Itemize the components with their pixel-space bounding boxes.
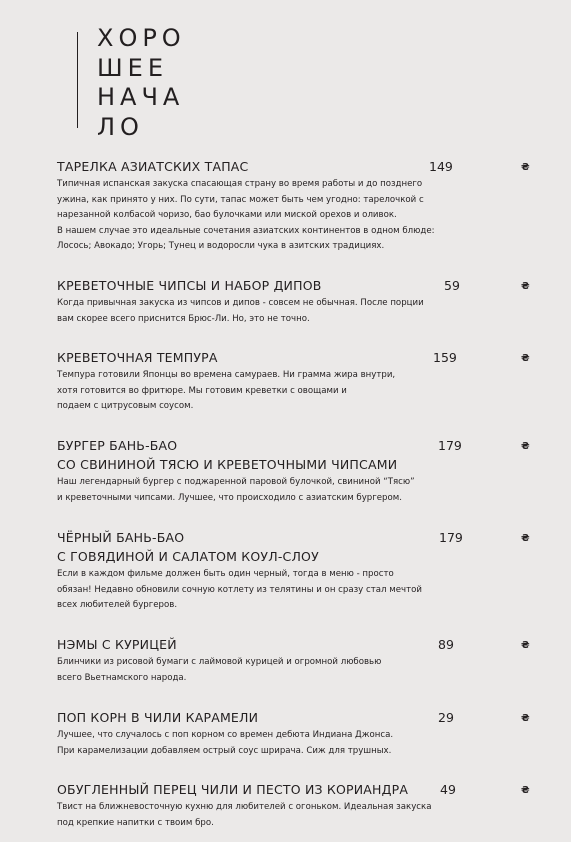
item-name: КРЕВЕТОЧНЫЕ ЧИПСЫ И НАБОР ДИПОВ (57, 278, 322, 293)
description-line: всего Вьетнамского народа. (57, 672, 187, 683)
description-line: под крепкие напитки с твоим бро. (57, 817, 214, 828)
menu-item (57, 157, 537, 255)
description-line: Типичная испанская закуска спасающая страну во время работы и до позднего (57, 179, 423, 189)
description-line: всех любителей бургеров. (57, 600, 178, 610)
description-line: Темпура готовили Японцы во времена самураев. Ни грамма жира внутри, (57, 370, 396, 380)
item-description (57, 567, 537, 614)
description-line: В нашем случае это идеальные сочетания азиатских континентов в одном блюде: (57, 225, 435, 236)
hryvnia-icon: ₴ (521, 533, 530, 544)
description-line: Твист на ближневосточную кухню для любителей с огоньком. Идеальная закуска (57, 802, 432, 812)
item-name: ОБУГЛЕННЫЙ ПЕРЕЦ ЧИЛИ И ПЕСТО ИЗ КОРИАНДРА (57, 782, 409, 797)
hryvnia-icon: ₴ (521, 713, 530, 724)
description-line: подаем с цитрусовым соусом. (57, 401, 194, 411)
menu-item (57, 635, 537, 686)
item-price: 89 (438, 637, 454, 652)
hryvnia-icon: ₴ (521, 353, 530, 364)
item-price: 59 (444, 278, 460, 293)
menu-item (57, 348, 537, 415)
description-line: обязан! Недавно обновили сочную котлету из телятины и он сразу стал мечтой (57, 584, 422, 595)
description-line: вам скорее всего приснится Брюс-Ли. Но, это не точно. (57, 313, 310, 324)
description-line: Если в каждом фильме должен быть один черный, тогда в меню - просто (57, 569, 394, 579)
item-price: 49 (440, 782, 456, 797)
item-description (57, 177, 537, 255)
menu-item (57, 780, 537, 831)
description-line: Лосось; Авокадо; Угорь; Тунец и водоросли чука в азитских традициях. (57, 241, 385, 251)
description-line: Когда привычная закуска из чипсов и дипов - совсем не обычная. После порции (57, 298, 424, 308)
menu-item (57, 436, 537, 506)
hryvnia-icon: ₴ (521, 162, 530, 173)
description-line: Лучшее, что случалось с поп корном со времен дебюта Индиана Джонса. (57, 730, 394, 740)
description-line: ужина, как принято у них. По сути, тапас может быть чем угодно: тарелочкой с (57, 194, 424, 205)
description-line: хотя готовится во фритюре. Мы готовим креветки с овощами и (57, 385, 347, 396)
description-line: нарезанной колбасой чоризо, бао булочками или миской орехов и оливок. (57, 210, 397, 220)
hryvnia-icon: ₴ (521, 441, 530, 452)
item-price: 149 (429, 159, 453, 174)
description-line: Наш легендарный бургер с поджаренной паровой булочкой, свининой “Тясю” (57, 477, 415, 487)
page-title (97, 24, 186, 142)
item-name: ТАРЕЛКА АЗИАТСКИХ ТАПАС (57, 159, 249, 174)
item-name: ПОП КОРН В ЧИЛИ КАРАМЕЛИ (57, 710, 259, 725)
title-line: ХОРО (97, 24, 186, 52)
description-line: При карамелизации добавляем острый соус шрирача. Сиж для трушных. (57, 745, 392, 756)
item-price: 179 (438, 438, 462, 453)
title-line: ЛО (97, 112, 144, 141)
item-price: 29 (438, 710, 454, 725)
item-name: КРЕВЕТОЧНАЯ ТЕМПУРА (57, 350, 218, 365)
title-line: ШЕЕ (97, 53, 168, 82)
item-name: ЧЁРНЫЙ БАНЬ-БАО (57, 530, 185, 545)
menu-item (57, 528, 537, 614)
description-line: и креветочными чипсами. Лучшее, что происходило с азиатским бургером. (57, 492, 402, 503)
menu-item (57, 708, 537, 759)
item-name: С ГОВЯДИНОЙ И САЛАТОМ КОУЛ-СЛОУ (57, 549, 319, 564)
item-description (57, 728, 537, 759)
hryvnia-icon: ₴ (521, 281, 530, 292)
item-name: НЭМЫ С КУРИЦЕЙ (57, 637, 177, 652)
item-description (57, 655, 537, 686)
item-price: 179 (439, 530, 463, 545)
item-name: БУРГЕР БАНЬ-БАО (57, 438, 178, 453)
menu-item (57, 276, 537, 327)
item-description (57, 296, 537, 327)
description-line: Блинчики из рисовой бумаги с лаймовой курицей и огромной любовью (57, 657, 382, 667)
title-line: НАЧА (97, 83, 185, 111)
hryvnia-icon: ₴ (521, 640, 530, 651)
item-name: СО СВИНИНОЙ ТЯСЮ И КРЕВЕТОЧНЫМИ ЧИПСАМИ (57, 457, 398, 472)
item-description (57, 800, 537, 831)
item-price: 159 (433, 350, 457, 365)
item-description (57, 475, 537, 506)
title-divider (77, 32, 78, 128)
item-description (57, 368, 537, 415)
hryvnia-icon: ₴ (521, 785, 530, 796)
